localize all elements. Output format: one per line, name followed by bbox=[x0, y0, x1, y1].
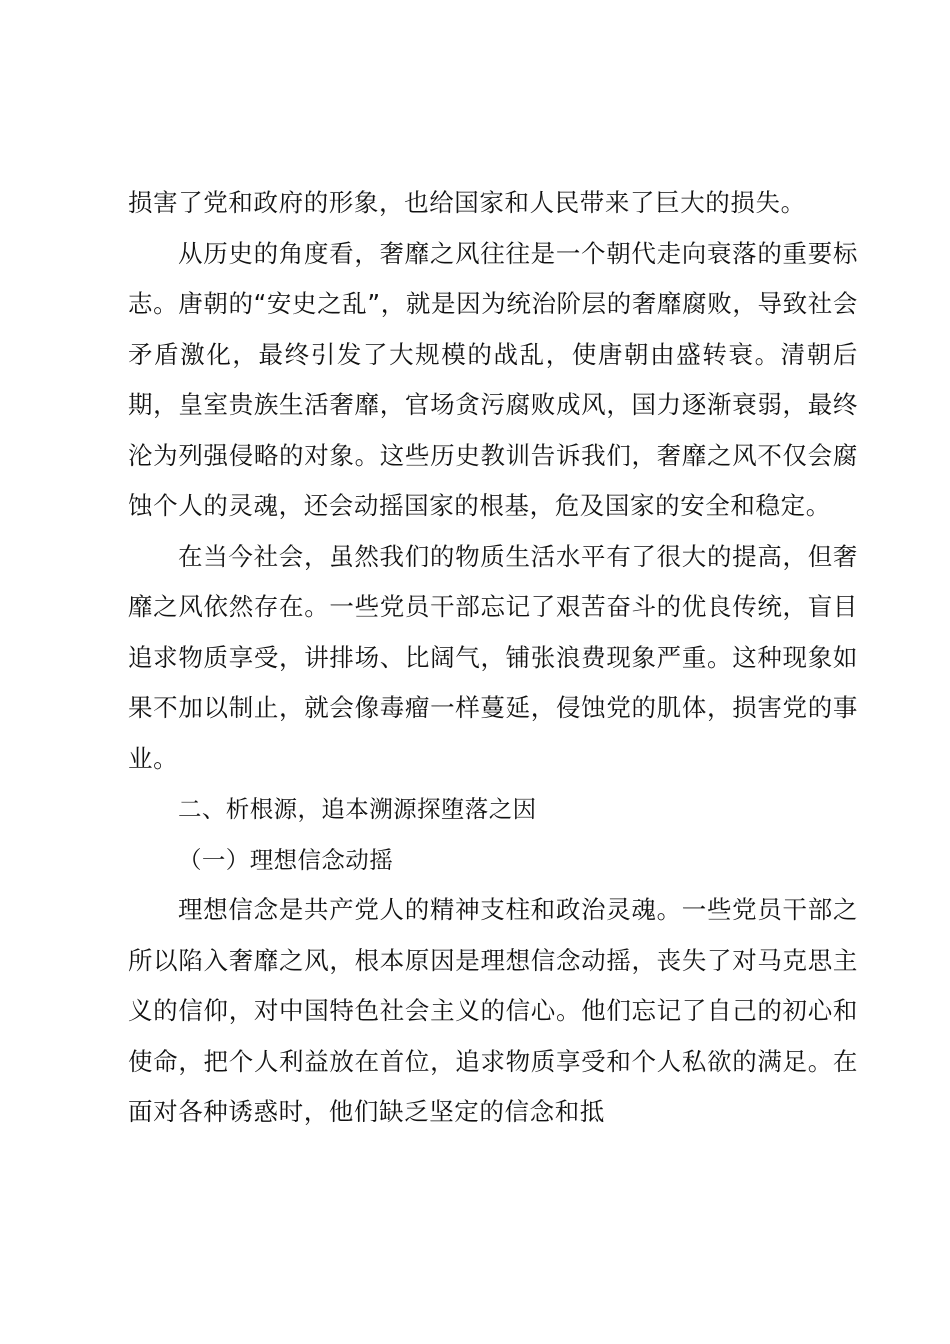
paragraph-present: 在当今社会，虽然我们的物质生活水平有了很大的提高，但奢靡之风依然存在。一些党员干部忘记了艰苦奋斗的优良传统，盲目追求物质享受，讲排场、比阔气，铺张浪费现象严重。这种现象如果不加以制止，就会像毒瘤一样蔓延，侵蚀党的肌体，损害党的事业。 bbox=[128, 541, 858, 773]
subsection-heading: （一）理想信念动摇 bbox=[178, 845, 394, 874]
paragraph-ideals: 理想信念是共产党人的精神支柱和政治灵魂。一些党员干部之所以陷入奢靡之风，根本原因是理想信念动摇，丧失了对马克思主义的信仰，对中国特色社会主义的信心。他们忘记了自己的初心和使命，把个人利益放在首位，追求物质享受和个人私欲的满足。在面对各种诱惑时，他们缺乏坚定的信念和抵 bbox=[128, 895, 858, 1126]
document-body bbox=[128, 178, 858, 1138]
section-heading: 二、析根源，追本溯源探堕落之因 bbox=[178, 795, 537, 823]
paragraph-history: 从历史的角度看，奢靡之风往往是一个朝代走向衰落的重要标志。唐朝的“安史之乱”，就是因为统治阶层的奢靡腐败，导致社会矛盾激化，最终引发了大规模的战乱，使唐朝由盛转衰。清朝后期，皇室贵族生活奢靡，官场贪污腐败成风，国力逐渐衰弱，最终沦为列强侵略的对象。这些历史教训告诉我们，奢靡之风不仅会腐蚀个人的灵魂，还会动摇国家的根基，危及国家的安全和稳定。 bbox=[128, 238, 858, 520]
paragraph-continuation: 损害了党和政府的形象，也给国家和人民带来了巨大的损失。 bbox=[128, 188, 806, 217]
